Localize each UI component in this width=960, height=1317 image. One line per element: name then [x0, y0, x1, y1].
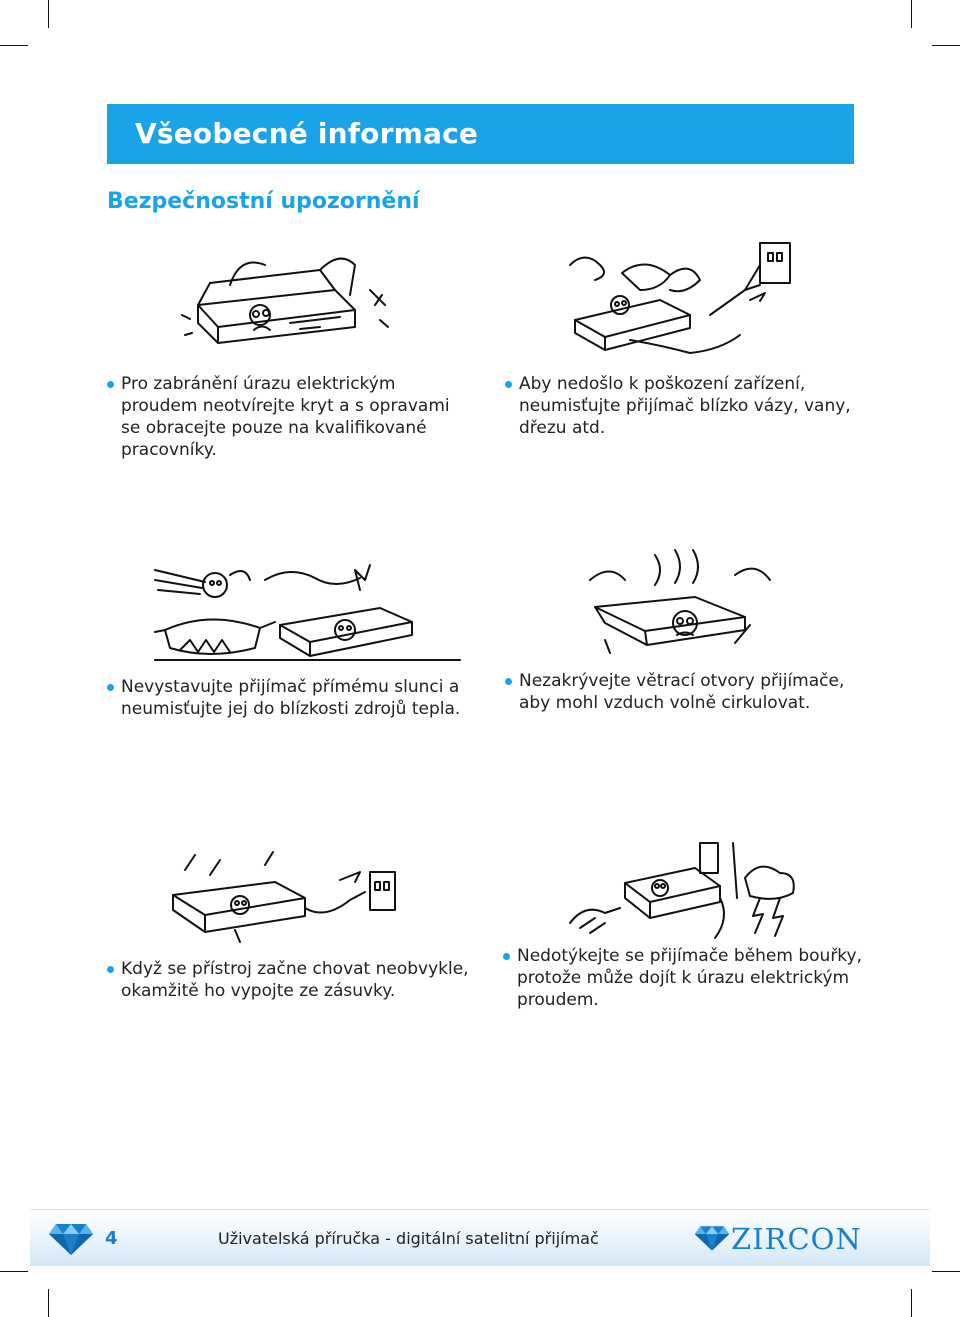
bullet-icon — [503, 953, 510, 960]
diamond-logo-icon — [694, 1223, 730, 1253]
note-text: Nezakrývejte větrací otvory přijímače, aby mohl vzduch volně cirkulovat. — [519, 671, 845, 713]
diamond-logo-icon — [48, 1222, 94, 1256]
note-unplug — [107, 958, 473, 1002]
footer-caption: Uživatelská příručka - digitální satelitní přijímač — [218, 1229, 599, 1248]
bullet-icon — [107, 966, 114, 973]
crop-mark — [48, 1289, 49, 1317]
note-heat — [107, 676, 473, 720]
note-water — [505, 373, 871, 439]
bullet-icon — [107, 381, 114, 388]
crop-mark — [911, 0, 912, 28]
crop-mark — [48, 0, 49, 28]
illustration-unplug — [165, 850, 400, 950]
note-storm — [503, 945, 867, 1011]
note-service — [107, 373, 473, 461]
section-title: Bezpečnostní upozornění — [107, 189, 420, 214]
note-text: Pro zabránění úrazu elektrickým proudem neotvírejte kryt a s opravami se obracejte pouze na kvalifikované pracovníky. — [121, 374, 450, 460]
note-text: Když se přístroj začne chovat neobvykle, okamžitě ho vypojte ze zásuvky. — [121, 959, 469, 1001]
crop-mark — [932, 45, 960, 46]
note-text: Nevystavujte přijímač přímému slunci a neumisťujte jej do blízkosti zdrojů tepla. — [121, 677, 461, 719]
illustration-sun-heat — [150, 560, 462, 665]
crop-mark — [911, 1289, 912, 1317]
crop-mark — [0, 45, 28, 46]
header-bar — [107, 104, 854, 164]
bullet-icon — [107, 684, 114, 691]
illustration-open-cover — [170, 235, 410, 350]
note-text: Aby nedošlo k poškození zařízení, neumisťujte přijímač blízko vázy, vany, dřezu atd. — [519, 374, 851, 438]
illustration-storm — [565, 838, 805, 948]
note-text: Nedotýkejte se přijímače během bouřky, protože může dojít k úrazu elektrickým proudem. — [517, 946, 863, 1010]
footer-divider — [30, 1209, 930, 1210]
brand-logo: ZIRCON — [731, 1222, 862, 1256]
crop-mark — [0, 1271, 28, 1272]
bullet-icon — [505, 381, 512, 388]
note-ventilation — [505, 670, 871, 714]
crop-mark — [932, 1271, 960, 1272]
illustration-covered-vents — [585, 545, 780, 660]
illustration-vase-water — [560, 235, 800, 360]
page-title: Všeobecné informace — [135, 117, 479, 150]
bullet-icon — [505, 678, 512, 685]
page-number: 4 — [105, 1228, 118, 1249]
